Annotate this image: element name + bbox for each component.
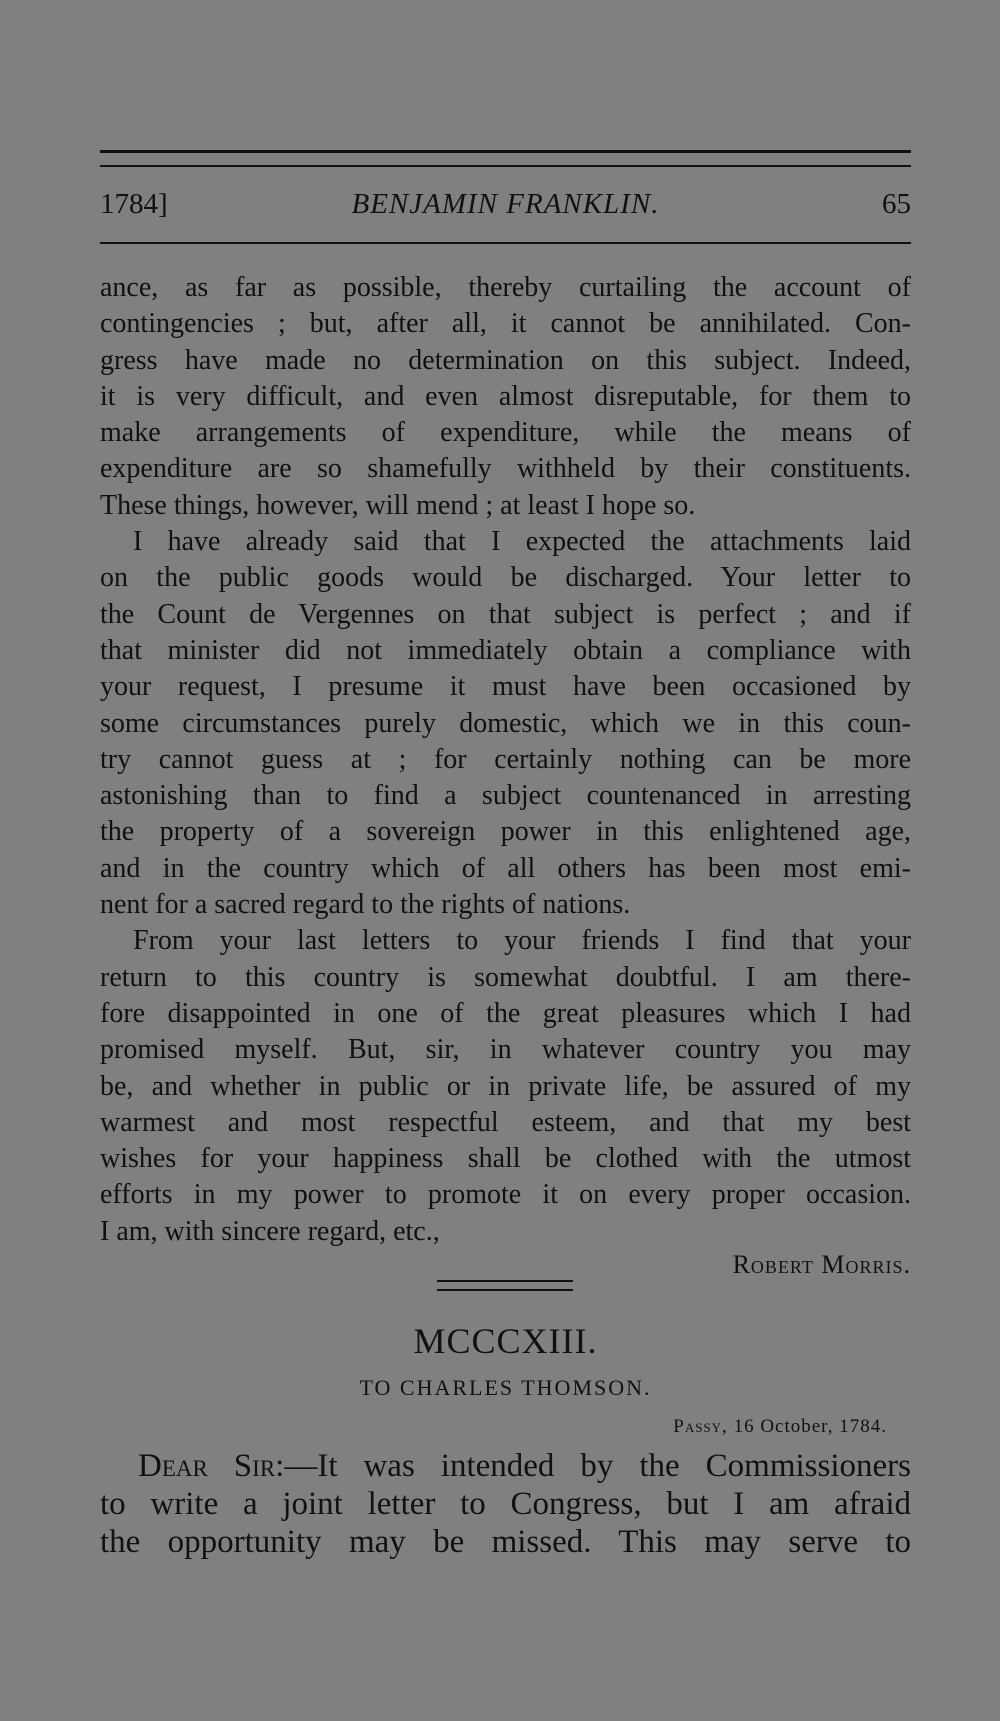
- running-header: [100, 188, 911, 228]
- letter-opening: [100, 1447, 911, 1561]
- text-line: I have already said that I expected the attachments laid: [133, 526, 911, 558]
- header-rule: [100, 242, 911, 244]
- text-line: be, and whether in public or in private life, be assured of my: [100, 1070, 911, 1102]
- text-line: gress have made no determination on this subject. Indeed,: [100, 344, 911, 376]
- letter-number: MCCCXIII.: [413, 1321, 598, 1361]
- text-line: efforts in my power to promote it on every proper occasion.: [100, 1179, 911, 1211]
- text-line: expenditure are so shamefully withheld by their constituents.: [100, 453, 911, 485]
- text-line: some circumstances purely domestic, which we in this coun-: [100, 707, 911, 739]
- signature: Robert Morris.: [732, 1250, 911, 1279]
- text-line: promised myself. But, sir, in whatever country you may: [100, 1034, 911, 1066]
- text-line: try cannot guess at ; for certainly nothing can be more: [100, 743, 911, 775]
- text-line: From your last letters to your friends I find that your: [133, 925, 911, 957]
- dateline-date: 16 October, 1784.: [733, 1416, 887, 1437]
- section-separator: [437, 1280, 573, 1282]
- text-line-content: :—It was intended by the Commissioners: [275, 1448, 911, 1484]
- text-line: These things, however, will mend ; at least I hope so.: [100, 489, 696, 521]
- text-line: to write a joint letter to Congress, but I am afraid: [100, 1486, 911, 1522]
- text-line: I am, with sincere regard, etc.,: [100, 1215, 440, 1247]
- text-line: contingencies ; but, after all, it cannot be annihilated. Con-: [100, 308, 911, 340]
- text-line: ance, as far as possible, thereby curtailing the account of: [100, 272, 911, 303]
- letter-body: [100, 270, 911, 1250]
- dateline-place: Passy,: [673, 1416, 728, 1437]
- text-line: it is very difficult, and even almost disreputable, for them to: [100, 380, 911, 412]
- text-line: the opportunity may be missed. This may serve to: [100, 1524, 911, 1560]
- text-line: wishes for your happiness shall be clothed with the utmost: [100, 1143, 911, 1175]
- text-line: on the public goods would be discharged. Your letter to: [100, 562, 911, 594]
- text-line: your request, I presume it must have been occasioned by: [100, 671, 911, 703]
- text-line: the property of a sovereign power in this enlightened age,: [100, 816, 911, 848]
- section-separator: [437, 1289, 573, 1291]
- letter-recipient: TO CHARLES THOMSON.: [359, 1375, 652, 1400]
- text-line: fore disappointed in one of the great pleasures which I had: [100, 997, 911, 1029]
- page-number: 65: [882, 188, 911, 220]
- text-line: warmest and most respectful esteem, and that my best: [100, 1106, 911, 1138]
- text-line: the Count de Vergennes on that subject is perfect ; and if: [100, 598, 911, 630]
- text-line: astonishing than to find a subject countenanced in arresting: [100, 780, 911, 812]
- text-line: return to this country is somewhat doubtful. I am there-: [100, 961, 911, 993]
- text-line: make arrangements of expenditure, while the means of: [100, 417, 911, 449]
- text-line: nent for a sacred regard to the rights of nations.: [100, 889, 631, 921]
- dateline: [673, 1416, 887, 1438]
- top-rule-thin: [100, 165, 911, 167]
- header-title: BENJAMIN FRANKLIN.: [351, 188, 660, 220]
- header-year: 1784]: [100, 188, 168, 220]
- text-line: [100, 1447, 911, 1485]
- top-rule: [100, 150, 911, 153]
- text-line: that minister did not immediately obtain a compliance with: [100, 634, 911, 666]
- text-line: and in the country which of all others has been most emi-: [100, 852, 911, 884]
- salutation: Dear Sir: [138, 1448, 276, 1484]
